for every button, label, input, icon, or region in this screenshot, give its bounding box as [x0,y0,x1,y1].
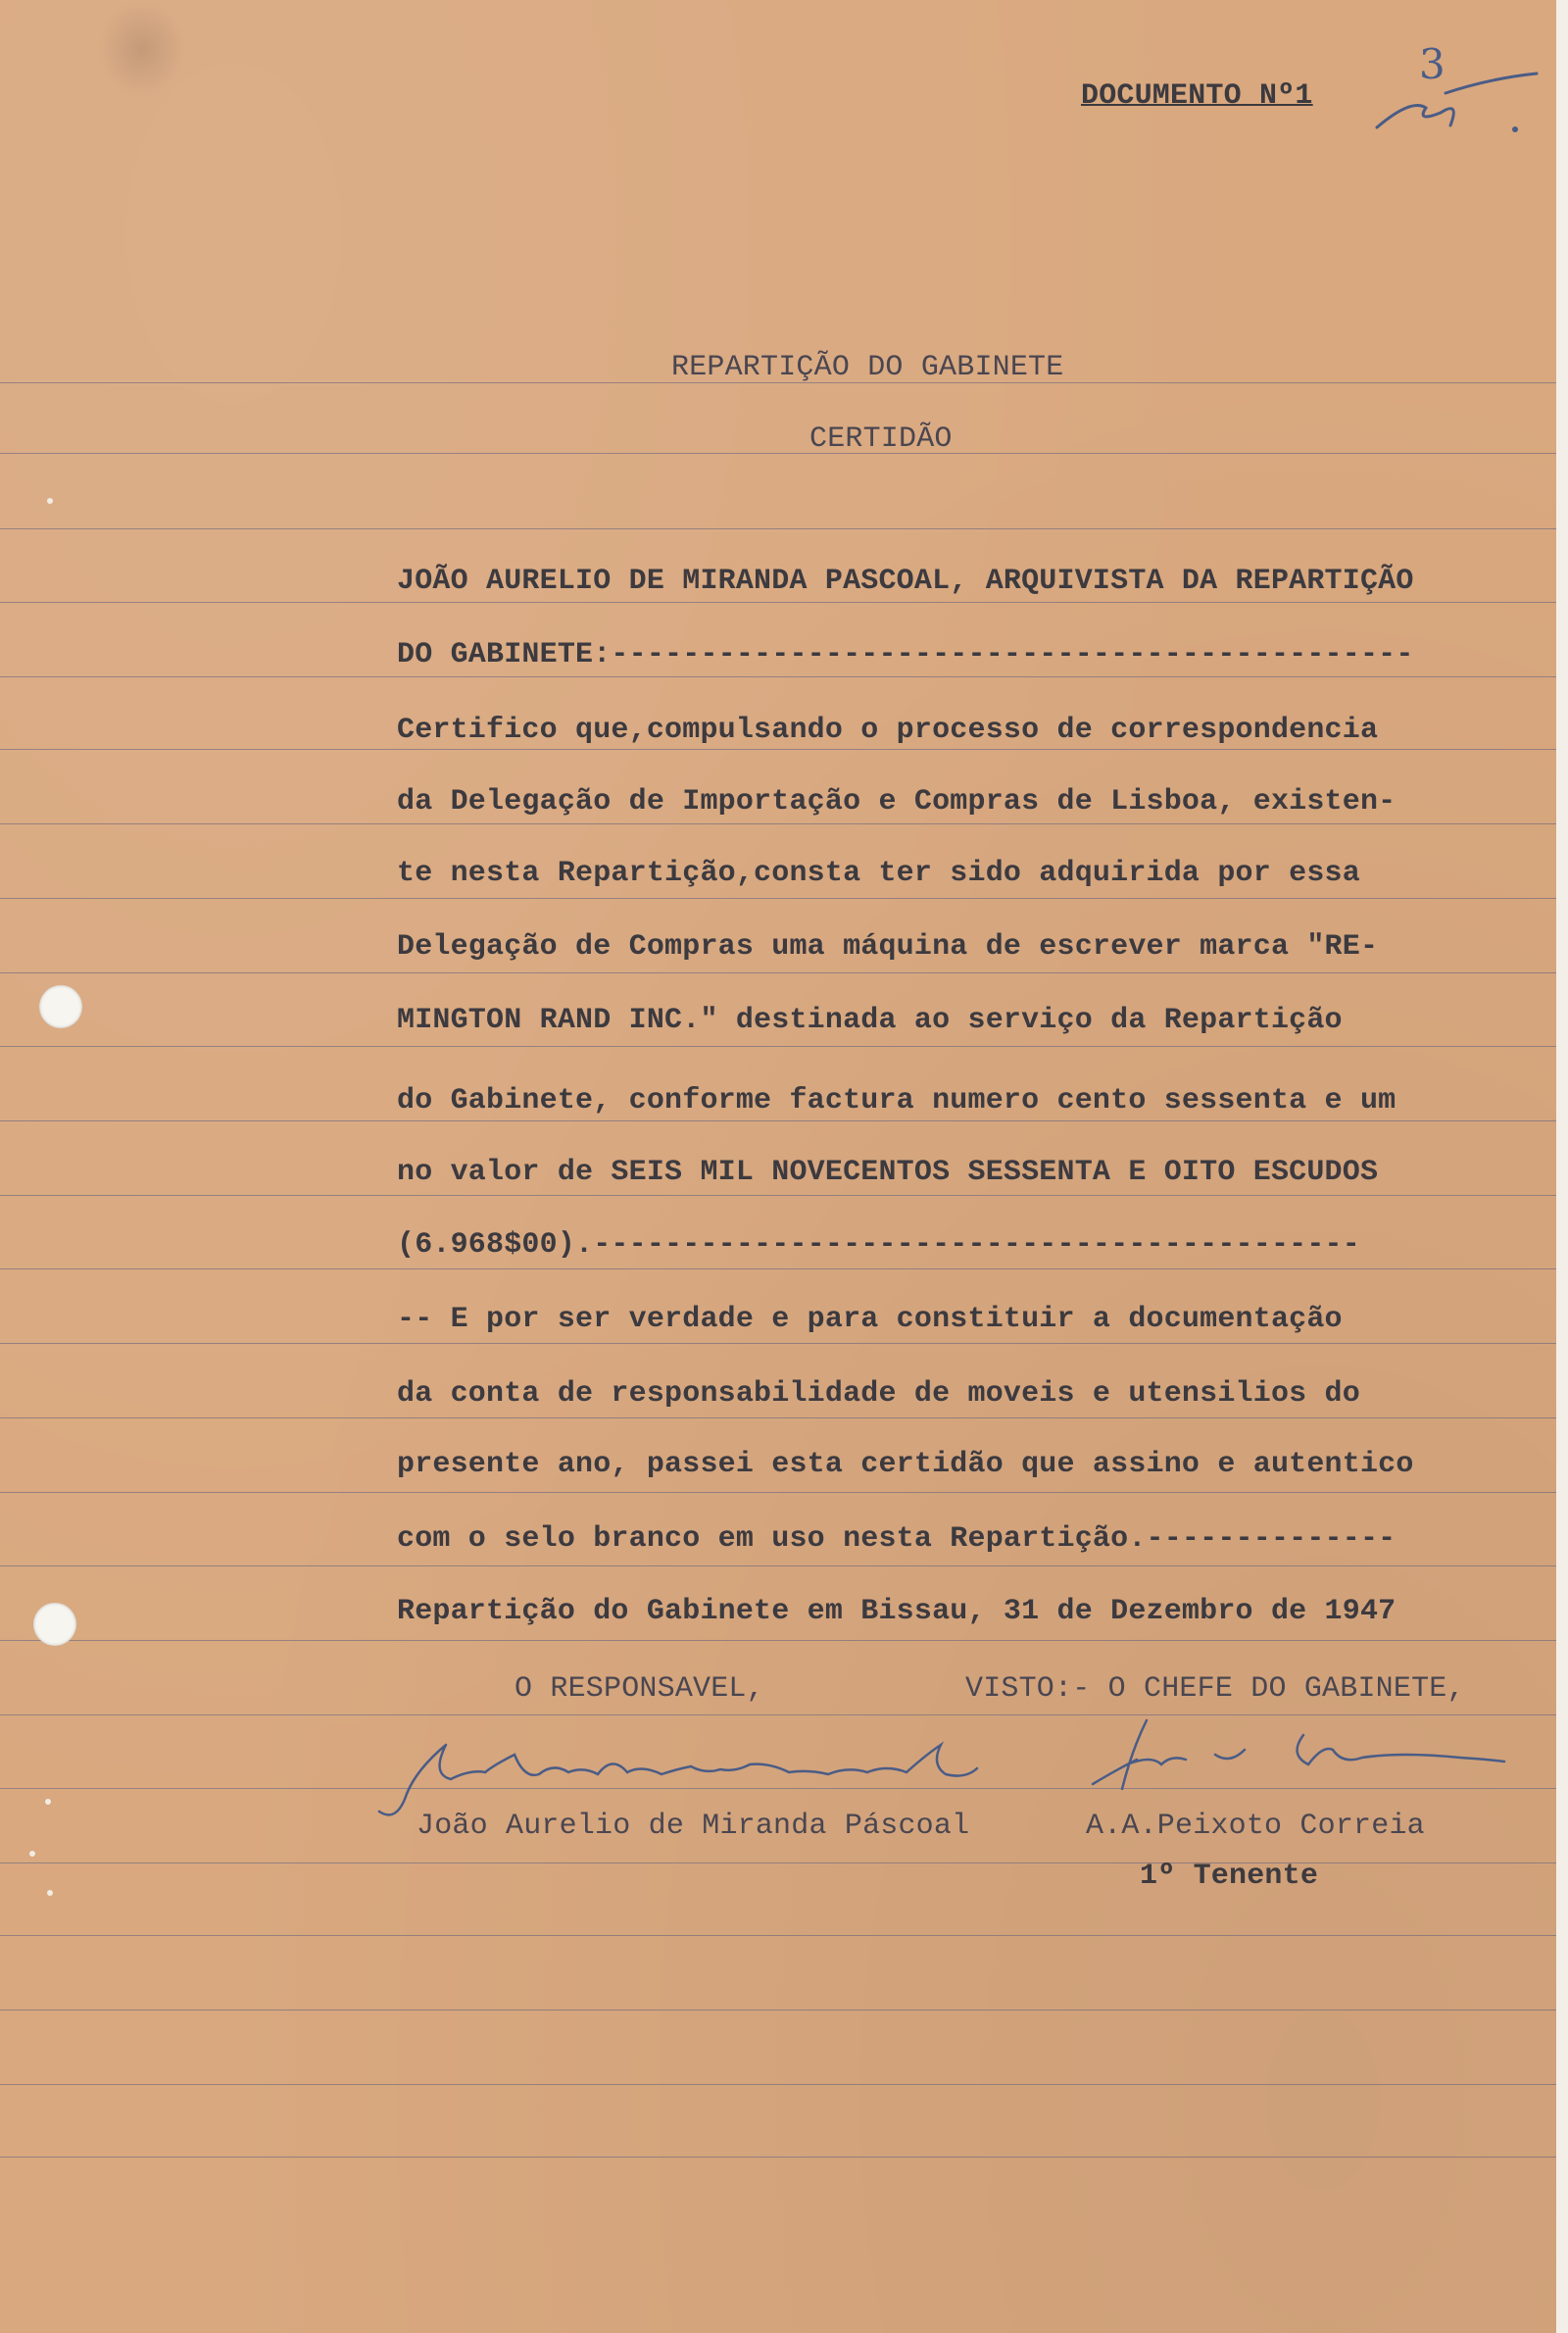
body-line: Delegação de Compras uma máquina de escrever marca "RE- [397,930,1379,964]
ruled-line [0,1120,1556,1121]
body-line: da Delegação de Importação e Compras de Lisboa, existen- [397,785,1396,819]
body-line: com o selo branco em uso nesta Repartição.-------------- [397,1522,1396,1556]
paper-speck [47,498,53,504]
ruled-line [0,2157,1556,2158]
department-heading: REPARTIÇÃO DO GABINETE [671,351,1064,384]
ruled-line [0,1417,1556,1418]
left-signatory-title: O RESPONSAVEL, [514,1672,764,1706]
margin-note-number: 3 [1419,40,1446,88]
paper-speck [47,1890,53,1896]
ruled-line [0,528,1556,529]
paper-speck [29,1851,35,1857]
right-signatory-title: VISTO:- O CHEFE DO GABINETE, [965,1672,1465,1706]
body-line: Certifico que,compulsando o processo de correspondencia [397,714,1379,747]
right-signatory-name: A.A.Peixoto Correia [1086,1810,1425,1843]
body-line: MINGTON RAND INC." destinada ao serviço da Repartição [397,1004,1343,1037]
ruled-line [0,749,1556,750]
body-line: -- E por ser verdade e para constituir a documentação [397,1303,1343,1336]
body-line: da conta de responsabilidade de moveis e utensilios do [397,1377,1360,1411]
ruled-line [0,1862,1556,1863]
document-number: DOCUMENTO Nº1 [1081,79,1313,113]
ruled-line [0,1565,1556,1566]
body-line: do Gabinete, conforme factura numero cento sessenta e um [397,1084,1396,1117]
left-signatory-name: João Aurelio de Miranda Páscoal [416,1810,970,1843]
ruled-line [0,2084,1556,2085]
ruled-line [0,1268,1556,1269]
ruled-line [0,1046,1556,1047]
ruled-line [0,602,1556,603]
ruled-line [0,1343,1556,1344]
punch-hole [39,985,82,1028]
right-signatory-rank: 1º Tenente [1140,1860,1319,1893]
ruled-line [0,453,1556,454]
body-line: presente ano, passei esta certidão que assino e autentico [397,1448,1414,1481]
ruled-line [0,1195,1556,1196]
ruled-line [0,972,1556,973]
paper-speck [45,1799,51,1805]
body-line: no valor de SEIS MIL NOVECENTOS SESSENTA E OITO ESCUDOS [397,1156,1379,1189]
ruled-line [0,676,1556,677]
punch-hole [33,1603,76,1646]
body-line: DO GABINETE:--------------------------------------------- [397,638,1414,671]
page-edge [1556,0,1568,2333]
corner-smudge [98,0,186,98]
document-type-heading: CERTIDÃO [809,422,953,456]
body-line: (6.968$00).------------------------------------------- [397,1228,1360,1262]
ruled-line [0,1492,1556,1493]
ruled-line [0,823,1556,824]
margin-note-annotation [1372,39,1539,147]
body-line: Repartição do Gabinete em Bissau, 31 de Dezembro de 1947 [397,1595,1396,1628]
ruled-line [0,1640,1556,1641]
body-line: te nesta Repartição,consta ter sido adquirida por essa [397,857,1360,890]
ruled-line [0,1935,1556,1936]
ruled-line [0,898,1556,899]
body-line: JOÃO AURELIO DE MIRANDA PASCOAL, ARQUIVISTA DA REPARTIÇÃO [397,565,1414,598]
right-handwritten-signature [1078,1711,1509,1799]
